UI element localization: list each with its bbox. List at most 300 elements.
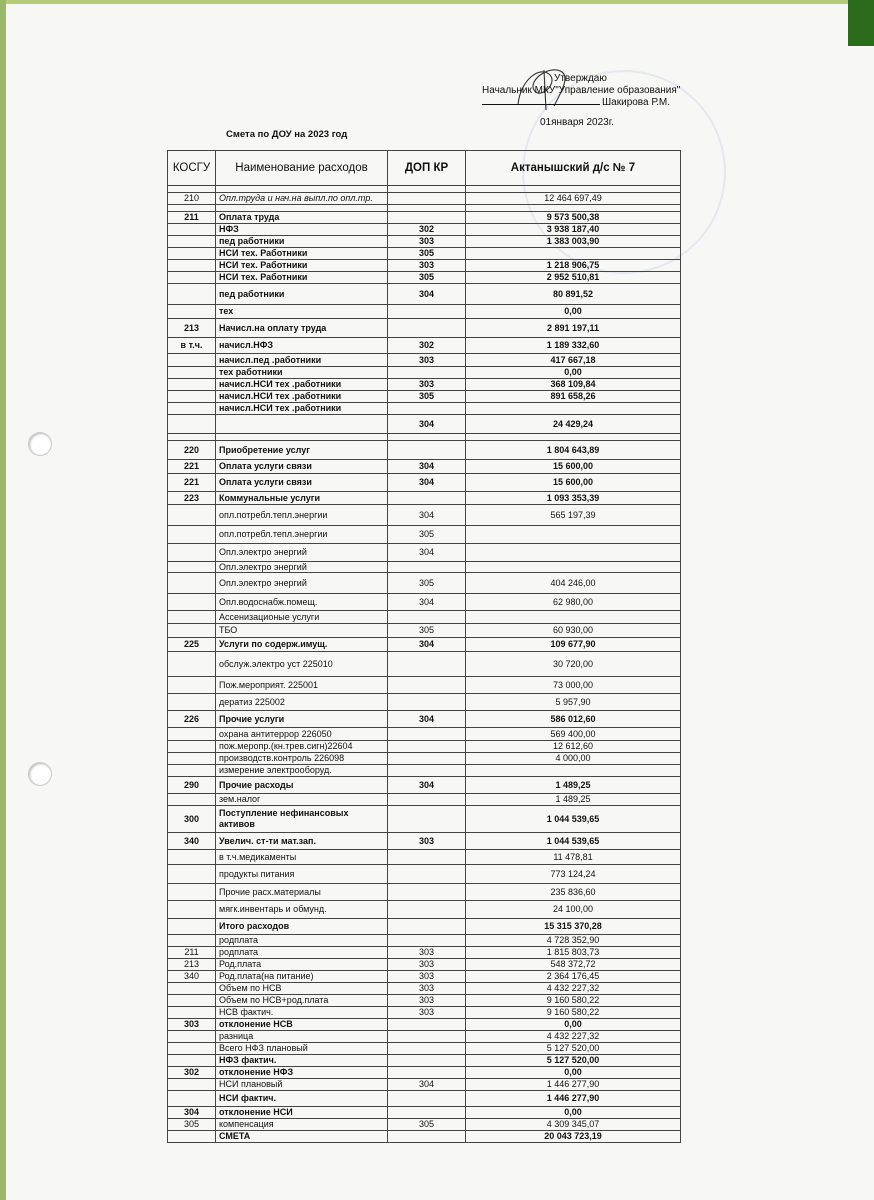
dop-kr-cell: 303 bbox=[388, 995, 466, 1007]
amount-cell bbox=[466, 248, 681, 260]
expense-name-cell: Пож.мероприят. 225001 bbox=[216, 677, 388, 694]
table-row bbox=[168, 441, 681, 460]
kosgu-cell: 303 bbox=[168, 1019, 216, 1031]
dop-kr-cell: 304 bbox=[388, 544, 466, 562]
kosgu-cell: 300 bbox=[168, 806, 216, 833]
amount-cell bbox=[466, 526, 681, 544]
expense-name-cell: Объем по НСВ bbox=[216, 983, 388, 995]
kosgu-cell bbox=[168, 694, 216, 711]
table-row bbox=[168, 186, 681, 193]
amount-cell bbox=[466, 544, 681, 562]
amount-cell: 0,00 bbox=[466, 1019, 681, 1031]
expense-name-cell: Опл.водоснабж.помещ. bbox=[216, 594, 388, 611]
dop-kr-cell bbox=[388, 694, 466, 711]
dop-kr-cell bbox=[388, 901, 466, 919]
expense-name-cell: разница bbox=[216, 1031, 388, 1043]
table-row bbox=[168, 694, 681, 711]
table-row bbox=[168, 995, 681, 1007]
kosgu-cell bbox=[168, 995, 216, 1007]
expense-name-cell: пед работники bbox=[216, 236, 388, 248]
expense-name-cell: СМЕТА bbox=[216, 1131, 388, 1143]
amount-cell bbox=[466, 611, 681, 624]
dop-kr-cell: 304 bbox=[388, 638, 466, 652]
kosgu-cell bbox=[168, 865, 216, 884]
expense-name-cell: зем.налог bbox=[216, 794, 388, 806]
table-row bbox=[168, 544, 681, 562]
amount-cell: 565 197,39 bbox=[466, 505, 681, 526]
kosgu-cell bbox=[168, 305, 216, 319]
dop-kr-cell bbox=[388, 205, 466, 212]
kosgu-cell: 340 bbox=[168, 833, 216, 850]
kosgu-cell bbox=[168, 236, 216, 248]
amount-cell: 1 218 906,75 bbox=[466, 260, 681, 272]
table-row bbox=[168, 505, 681, 526]
kosgu-cell bbox=[168, 415, 216, 434]
kosgu-cell: 211 bbox=[168, 212, 216, 224]
dop-kr-cell: 303 bbox=[388, 260, 466, 272]
kosgu-cell bbox=[168, 248, 216, 260]
kosgu-cell: 290 bbox=[168, 777, 216, 794]
dop-kr-cell: 305 bbox=[388, 391, 466, 403]
dop-kr-cell: 303 bbox=[388, 983, 466, 995]
scan-edge-corner bbox=[848, 0, 874, 46]
amount-cell: 60 930,00 bbox=[466, 624, 681, 638]
amount-cell: 24 429,24 bbox=[466, 415, 681, 434]
amount-cell: 73 000,00 bbox=[466, 677, 681, 694]
expense-name-cell: отклонение НСВ bbox=[216, 1019, 388, 1031]
expense-name-cell: начисл.НСИ тех .работники bbox=[216, 391, 388, 403]
expense-name-cell: НСИ тех. Работники bbox=[216, 260, 388, 272]
expense-name-cell: опл.потребл.тепл.энергии bbox=[216, 526, 388, 544]
dop-kr-cell: 303 bbox=[388, 947, 466, 959]
table-row bbox=[168, 777, 681, 794]
table-row bbox=[168, 833, 681, 850]
expense-name-cell: начисл.НФЗ bbox=[216, 338, 388, 354]
table-row bbox=[168, 1079, 681, 1091]
table-row bbox=[168, 919, 681, 935]
expense-name-cell: Всего НФЗ плановый bbox=[216, 1043, 388, 1055]
amount-cell: 773 124,24 bbox=[466, 865, 681, 884]
amount-cell: 1 044 539,65 bbox=[466, 833, 681, 850]
kosgu-cell bbox=[168, 753, 216, 765]
dop-kr-cell bbox=[388, 611, 466, 624]
expense-name-cell: дератиз 225002 bbox=[216, 694, 388, 711]
expense-name-cell: охрана антитеррор 226050 bbox=[216, 728, 388, 741]
dop-kr-cell bbox=[388, 794, 466, 806]
kosgu-cell bbox=[168, 284, 216, 305]
expense-name-cell: Род.плата(на питание) bbox=[216, 971, 388, 983]
amount-cell: 4 432 227,32 bbox=[466, 1031, 681, 1043]
amount-cell bbox=[466, 765, 681, 777]
table-row bbox=[168, 624, 681, 638]
table-row bbox=[168, 794, 681, 806]
table-row bbox=[168, 379, 681, 391]
amount-cell: 15 600,00 bbox=[466, 474, 681, 492]
table-row bbox=[168, 865, 681, 884]
dop-kr-cell: 305 bbox=[388, 1119, 466, 1131]
amount-cell bbox=[466, 562, 681, 573]
table-row bbox=[168, 367, 681, 379]
expense-name-cell: начисл.пед .работники bbox=[216, 354, 388, 367]
table-row bbox=[168, 391, 681, 403]
kosgu-cell: 210 bbox=[168, 193, 216, 205]
expense-name-cell: НСИ тех. Работники bbox=[216, 248, 388, 260]
expense-name-cell: Прочие расходы bbox=[216, 777, 388, 794]
kosgu-cell: 305 bbox=[168, 1119, 216, 1131]
amount-cell: 30 720,00 bbox=[466, 652, 681, 677]
table-row bbox=[168, 193, 681, 205]
expense-name-cell bbox=[216, 415, 388, 434]
kosgu-cell bbox=[168, 260, 216, 272]
table-row bbox=[168, 611, 681, 624]
dop-kr-cell bbox=[388, 1055, 466, 1067]
amount-cell: 1 446 277,90 bbox=[466, 1091, 681, 1107]
dop-kr-cell bbox=[388, 186, 466, 193]
amount-cell: 891 658,26 bbox=[466, 391, 681, 403]
amount-cell: 15 315 370,28 bbox=[466, 919, 681, 935]
kosgu-cell bbox=[168, 391, 216, 403]
amount-cell: 5 127 520,00 bbox=[466, 1043, 681, 1055]
expense-name-cell: Услуги по содерж.имущ. bbox=[216, 638, 388, 652]
header-expense-name: Наименование расходов bbox=[216, 151, 388, 186]
amount-cell: 20 043 723,19 bbox=[466, 1131, 681, 1143]
expense-name-cell: Опл.электро энергий bbox=[216, 562, 388, 573]
table-row bbox=[168, 205, 681, 212]
expense-name-cell bbox=[216, 205, 388, 212]
table-row bbox=[168, 850, 681, 865]
table-row bbox=[168, 224, 681, 236]
expense-name-cell: родплата bbox=[216, 947, 388, 959]
table-row bbox=[168, 526, 681, 544]
kosgu-cell bbox=[168, 1007, 216, 1019]
kosgu-cell bbox=[168, 983, 216, 995]
dop-kr-cell bbox=[388, 884, 466, 901]
table-row bbox=[168, 935, 681, 947]
kosgu-cell: 302 bbox=[168, 1067, 216, 1079]
dop-kr-cell: 304 bbox=[388, 505, 466, 526]
table-row bbox=[168, 741, 681, 753]
dop-kr-cell bbox=[388, 1019, 466, 1031]
dop-kr-cell bbox=[388, 850, 466, 865]
kosgu-cell bbox=[168, 573, 216, 594]
dop-kr-cell bbox=[388, 741, 466, 753]
kosgu-cell bbox=[168, 224, 216, 236]
amount-cell: 0,00 bbox=[466, 367, 681, 379]
amount-cell: 586 012,60 bbox=[466, 711, 681, 728]
table-row bbox=[168, 248, 681, 260]
amount-cell: 3 938 187,40 bbox=[466, 224, 681, 236]
expense-name-cell: отклонение НФЗ bbox=[216, 1067, 388, 1079]
dop-kr-cell: 303 bbox=[388, 833, 466, 850]
kosgu-cell: 220 bbox=[168, 441, 216, 460]
kosgu-cell bbox=[168, 794, 216, 806]
table-row bbox=[168, 1007, 681, 1019]
amount-cell: 4 728 352,90 bbox=[466, 935, 681, 947]
table-row bbox=[168, 474, 681, 492]
expense-name-cell: НФЗ фактич. bbox=[216, 1055, 388, 1067]
amount-cell: 0,00 bbox=[466, 1067, 681, 1079]
amount-cell: 4 309 345,07 bbox=[466, 1119, 681, 1131]
budget-table bbox=[167, 150, 681, 1143]
header-dop-kr: ДОП КР bbox=[388, 151, 466, 186]
kosgu-cell: 226 bbox=[168, 711, 216, 728]
table-row bbox=[168, 403, 681, 415]
expense-name-cell: Коммунальные услуги bbox=[216, 492, 388, 505]
expense-name-cell: начисл.НСИ тех .работники bbox=[216, 403, 388, 415]
expense-name-cell: Поступление нефинансовых активов bbox=[216, 806, 388, 833]
amount-cell: 9 160 580,22 bbox=[466, 1007, 681, 1019]
table-row bbox=[168, 806, 681, 833]
amount-cell: 4 000,00 bbox=[466, 753, 681, 765]
kosgu-cell bbox=[168, 434, 216, 441]
kosgu-cell bbox=[168, 367, 216, 379]
kosgu-cell bbox=[168, 272, 216, 284]
dop-kr-cell bbox=[388, 1091, 466, 1107]
amount-cell: 1 489,25 bbox=[466, 777, 681, 794]
amount-cell: 11 478,81 bbox=[466, 850, 681, 865]
kosgu-cell bbox=[168, 884, 216, 901]
dop-kr-cell: 303 bbox=[388, 236, 466, 248]
expense-name-cell: компенсация bbox=[216, 1119, 388, 1131]
kosgu-cell bbox=[168, 1091, 216, 1107]
table-row bbox=[168, 305, 681, 319]
dop-kr-cell bbox=[388, 1131, 466, 1143]
dop-kr-cell bbox=[388, 193, 466, 205]
amount-cell: 2 952 510,81 bbox=[466, 272, 681, 284]
kosgu-cell bbox=[168, 1079, 216, 1091]
header-kosgu: КОСГУ bbox=[168, 151, 216, 186]
dop-kr-cell: 305 bbox=[388, 624, 466, 638]
expense-name-cell: в т.ч.медикаменты bbox=[216, 850, 388, 865]
amount-cell bbox=[466, 403, 681, 415]
scan-edge-left bbox=[0, 0, 6, 1200]
dop-kr-cell bbox=[388, 367, 466, 379]
dop-kr-cell: 303 bbox=[388, 959, 466, 971]
amount-cell: 5 127 520,00 bbox=[466, 1055, 681, 1067]
dop-kr-cell bbox=[388, 1107, 466, 1119]
dop-kr-cell bbox=[388, 434, 466, 441]
table-row bbox=[168, 460, 681, 474]
expense-name-cell bbox=[216, 434, 388, 441]
expense-name-cell: НСИ плановый bbox=[216, 1079, 388, 1091]
table-row bbox=[168, 260, 681, 272]
dop-kr-cell: 304 bbox=[388, 284, 466, 305]
dop-kr-cell bbox=[388, 753, 466, 765]
amount-cell: 404 246,00 bbox=[466, 573, 681, 594]
dop-kr-cell: 305 bbox=[388, 573, 466, 594]
table-row bbox=[168, 434, 681, 441]
expense-name-cell: тех bbox=[216, 305, 388, 319]
dop-kr-cell: 304 bbox=[388, 594, 466, 611]
kosgu-cell bbox=[168, 379, 216, 391]
table-row bbox=[168, 319, 681, 338]
kosgu-cell: в т.ч. bbox=[168, 338, 216, 354]
approval-line-2: Начальник МКУ"Управление образования" bbox=[482, 84, 681, 96]
table-row bbox=[168, 711, 681, 728]
dop-kr-cell: 304 bbox=[388, 415, 466, 434]
kosgu-cell bbox=[168, 935, 216, 947]
dop-kr-cell bbox=[388, 677, 466, 694]
expense-name-cell: продукты питания bbox=[216, 865, 388, 884]
table-row bbox=[168, 638, 681, 652]
dop-kr-cell bbox=[388, 403, 466, 415]
expense-name-cell: НФЗ bbox=[216, 224, 388, 236]
dop-kr-cell: 304 bbox=[388, 474, 466, 492]
dop-kr-cell bbox=[388, 1067, 466, 1079]
expense-name-cell: Род.плата bbox=[216, 959, 388, 971]
expense-name-cell: Итого расходов bbox=[216, 919, 388, 935]
expense-name-cell: Оплата услуги связи bbox=[216, 460, 388, 474]
table-header-row bbox=[168, 151, 681, 186]
table-row bbox=[168, 415, 681, 434]
kosgu-cell: 340 bbox=[168, 971, 216, 983]
amount-cell: 12 464 697,49 bbox=[466, 193, 681, 205]
table-row bbox=[168, 284, 681, 305]
table-body bbox=[168, 186, 681, 1143]
amount-cell: 548 372,72 bbox=[466, 959, 681, 971]
dop-kr-cell bbox=[388, 806, 466, 833]
table-row bbox=[168, 1131, 681, 1143]
amount-cell: 109 677,90 bbox=[466, 638, 681, 652]
dop-kr-cell bbox=[388, 305, 466, 319]
kosgu-cell bbox=[168, 624, 216, 638]
amount-cell: 1 815 803,73 bbox=[466, 947, 681, 959]
amount-cell: 1 489,25 bbox=[466, 794, 681, 806]
kosgu-cell: 211 bbox=[168, 947, 216, 959]
expense-name-cell: опл.потребл.тепл.энергии bbox=[216, 505, 388, 526]
dop-kr-cell bbox=[388, 728, 466, 741]
table-row bbox=[168, 272, 681, 284]
dop-kr-cell: 304 bbox=[388, 460, 466, 474]
amount-cell: 0,00 bbox=[466, 305, 681, 319]
table-row bbox=[168, 212, 681, 224]
dop-kr-cell: 302 bbox=[388, 338, 466, 354]
kosgu-cell: 213 bbox=[168, 959, 216, 971]
amount-cell: 24 100,00 bbox=[466, 901, 681, 919]
kosgu-cell bbox=[168, 562, 216, 573]
amount-cell: 2 891 197,11 bbox=[466, 319, 681, 338]
table-row bbox=[168, 1119, 681, 1131]
table-row bbox=[168, 573, 681, 594]
table-row bbox=[168, 236, 681, 248]
dop-kr-cell: 304 bbox=[388, 1079, 466, 1091]
dop-kr-cell: 304 bbox=[388, 777, 466, 794]
kosgu-cell bbox=[168, 728, 216, 741]
table-row bbox=[168, 901, 681, 919]
table-row bbox=[168, 652, 681, 677]
table-row bbox=[168, 884, 681, 901]
expense-name-cell: Объем по НСВ+род.плата bbox=[216, 995, 388, 1007]
dop-kr-cell bbox=[388, 935, 466, 947]
expense-name-cell: тех работники bbox=[216, 367, 388, 379]
kosgu-cell: 223 bbox=[168, 492, 216, 505]
amount-cell bbox=[466, 434, 681, 441]
dop-kr-cell bbox=[388, 919, 466, 935]
expense-name-cell: НСИ фактич. bbox=[216, 1091, 388, 1107]
dop-kr-cell bbox=[388, 319, 466, 338]
kosgu-cell: 304 bbox=[168, 1107, 216, 1119]
kosgu-cell bbox=[168, 1131, 216, 1143]
expense-name-cell: Ассенизационые услуги bbox=[216, 611, 388, 624]
amount-cell: 1 093 353,39 bbox=[466, 492, 681, 505]
header-institution: Актанышский д/с № 7 bbox=[466, 151, 681, 186]
table-row bbox=[168, 338, 681, 354]
kosgu-cell bbox=[168, 741, 216, 753]
dop-kr-cell: 303 bbox=[388, 971, 466, 983]
expense-name-cell: мягк.инвентарь и обмунд. bbox=[216, 901, 388, 919]
amount-cell: 9 573 500,38 bbox=[466, 212, 681, 224]
expense-name-cell: Оплата услуги связи bbox=[216, 474, 388, 492]
table-row bbox=[168, 354, 681, 367]
table-row bbox=[168, 947, 681, 959]
table-row bbox=[168, 753, 681, 765]
expense-name-cell: пож.меропр.(кн.трев.сигн)22604 bbox=[216, 741, 388, 753]
scan-edge-top bbox=[0, 0, 874, 4]
amount-cell bbox=[466, 205, 681, 212]
dop-kr-cell: 305 bbox=[388, 272, 466, 284]
amount-cell: 4 432 227,32 bbox=[466, 983, 681, 995]
amount-cell: 1 044 539,65 bbox=[466, 806, 681, 833]
kosgu-cell: 221 bbox=[168, 474, 216, 492]
kosgu-cell bbox=[168, 1055, 216, 1067]
document-title: Смета по ДОУ на 2023 год bbox=[226, 129, 348, 140]
dop-kr-cell: 302 bbox=[388, 224, 466, 236]
kosgu-cell bbox=[168, 505, 216, 526]
amount-cell: 0,00 bbox=[466, 1107, 681, 1119]
expense-name-cell: НСИ тех. Работники bbox=[216, 272, 388, 284]
punch-hole-bottom bbox=[28, 762, 52, 786]
kosgu-cell: 221 bbox=[168, 460, 216, 474]
amount-cell: 417 667,18 bbox=[466, 354, 681, 367]
table-row bbox=[168, 492, 681, 505]
kosgu-cell bbox=[168, 919, 216, 935]
kosgu-cell bbox=[168, 850, 216, 865]
table-row bbox=[168, 1043, 681, 1055]
expense-name-cell: пед работники bbox=[216, 284, 388, 305]
dop-kr-cell bbox=[388, 865, 466, 884]
amount-cell: 80 891,52 bbox=[466, 284, 681, 305]
dop-kr-cell: 305 bbox=[388, 248, 466, 260]
amount-cell: 1 804 643,89 bbox=[466, 441, 681, 460]
table-row bbox=[168, 959, 681, 971]
table-row bbox=[168, 765, 681, 777]
amount-cell: 12 612,60 bbox=[466, 741, 681, 753]
kosgu-cell bbox=[168, 354, 216, 367]
expense-name-cell: Прочие услуги bbox=[216, 711, 388, 728]
table-row bbox=[168, 728, 681, 741]
kosgu-cell bbox=[168, 205, 216, 212]
table-row bbox=[168, 1019, 681, 1031]
expense-name-cell bbox=[216, 186, 388, 193]
approval-line-1: Утверждаю bbox=[554, 73, 607, 84]
table-row bbox=[168, 1055, 681, 1067]
expense-name-cell: измерение электрооборуд. bbox=[216, 765, 388, 777]
amount-cell: 15 600,00 bbox=[466, 460, 681, 474]
dop-kr-cell bbox=[388, 562, 466, 573]
dop-kr-cell bbox=[388, 1043, 466, 1055]
kosgu-cell bbox=[168, 677, 216, 694]
kosgu-cell bbox=[168, 1043, 216, 1055]
amount-cell bbox=[466, 186, 681, 193]
dop-kr-cell bbox=[388, 441, 466, 460]
dop-kr-cell: 304 bbox=[388, 711, 466, 728]
expense-name-cell: Прочие расх.материалы bbox=[216, 884, 388, 901]
amount-cell: 1 189 332,60 bbox=[466, 338, 681, 354]
amount-cell: 2 364 176,45 bbox=[466, 971, 681, 983]
amount-cell: 9 160 580,22 bbox=[466, 995, 681, 1007]
kosgu-cell bbox=[168, 901, 216, 919]
kosgu-cell bbox=[168, 186, 216, 193]
